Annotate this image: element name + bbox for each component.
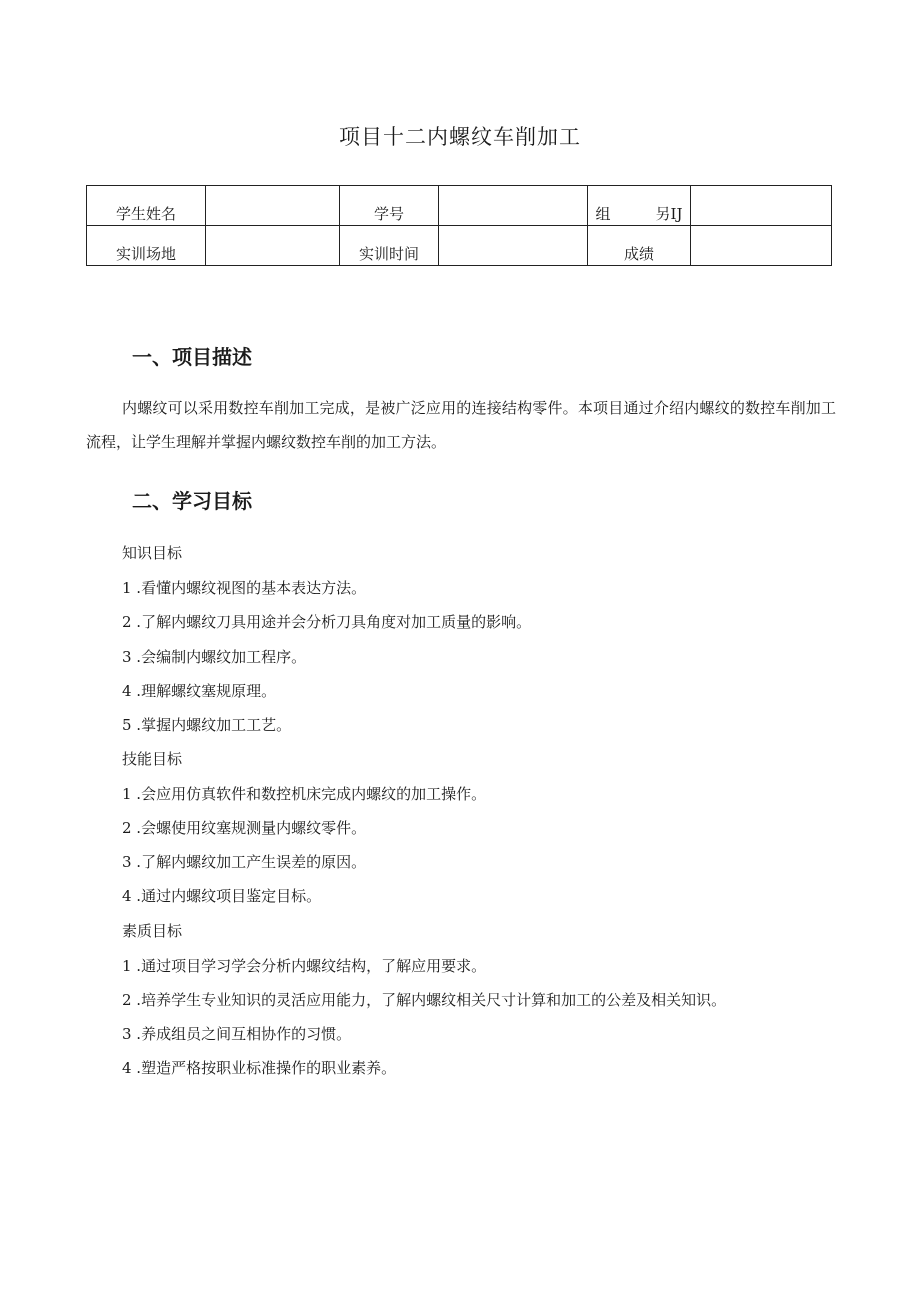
group-value-cell[interactable] — [691, 186, 832, 226]
site-value-cell[interactable] — [206, 226, 340, 266]
knowledge-objectives-label: 知识目标 — [122, 544, 183, 562]
quality-objectives-label: 素质目标 — [122, 922, 183, 940]
time-value-cell[interactable] — [439, 226, 588, 266]
time-label-cell: 实训时间 — [340, 226, 439, 266]
section-heading-description: 一、项目描述 — [132, 345, 252, 369]
list-item: 2 .了解内螺纹刀具用途并会分析刀具角度对加工质量的影响。 — [122, 613, 532, 631]
name-label-cell: 学生姓名 — [87, 186, 206, 226]
section-heading-objectives: 二、学习目标 — [132, 489, 252, 513]
list-item: 1 .通过项目学习学会分析内螺纹结构，了解应用要求。 — [122, 957, 487, 975]
score-value-cell[interactable] — [691, 226, 832, 266]
description-paragraph: 内螺纹可以采用数控车削加工完成，是被广泛应用的连接结构零件。本项目通过介绍内螺纹的数控车削加工流程，让学生理解并掌握内螺纹数控车削的加工方法。 — [86, 399, 836, 451]
list-item: 2 .培养学生专业知识的灵活应用能力，了解内螺纹相关尺寸计算和加工的公差及相关知识。 — [122, 991, 727, 1009]
score-label-cell: 成绩 — [588, 226, 691, 266]
list-item: 3 .了解内螺纹加工产生误差的原因。 — [122, 853, 367, 871]
site-label-cell: 实训场地 — [87, 226, 206, 266]
list-item: 2 .会螺使用纹塞规测量内螺纹零件。 — [122, 819, 367, 837]
list-item: 4 .塑造严格按职业标准操作的职业素养。 — [122, 1059, 397, 1077]
list-item: 4 .理解螺纹塞规原理。 — [122, 682, 277, 700]
id-label-cell: 学号 — [340, 186, 439, 226]
group-label-cell: 组 另IJ — [588, 186, 691, 226]
table-row — [87, 226, 832, 266]
list-item: 4 .通过内螺纹项目鉴定目标。 — [122, 887, 322, 905]
list-item: 5 .掌握内螺纹加工工艺。 — [122, 716, 292, 734]
list-item: 3 .会编制内螺纹加工程序。 — [122, 648, 307, 666]
list-item: 1 .看懂内螺纹视图的基本表达方法。 — [122, 579, 367, 597]
table-row — [87, 186, 832, 226]
name-value-cell[interactable] — [206, 186, 340, 226]
id-value-cell[interactable] — [439, 186, 588, 226]
skill-objectives-label: 技能目标 — [122, 750, 183, 768]
list-item: 1 .会应用仿真软件和数控机床完成内螺纹的加工操作。 — [122, 785, 487, 803]
student-info-table — [86, 185, 832, 266]
page-title: 项目十二内螺纹车削加工 — [339, 125, 581, 149]
list-item: 3 .养成组员之间互相协作的习惯。 — [122, 1025, 352, 1043]
